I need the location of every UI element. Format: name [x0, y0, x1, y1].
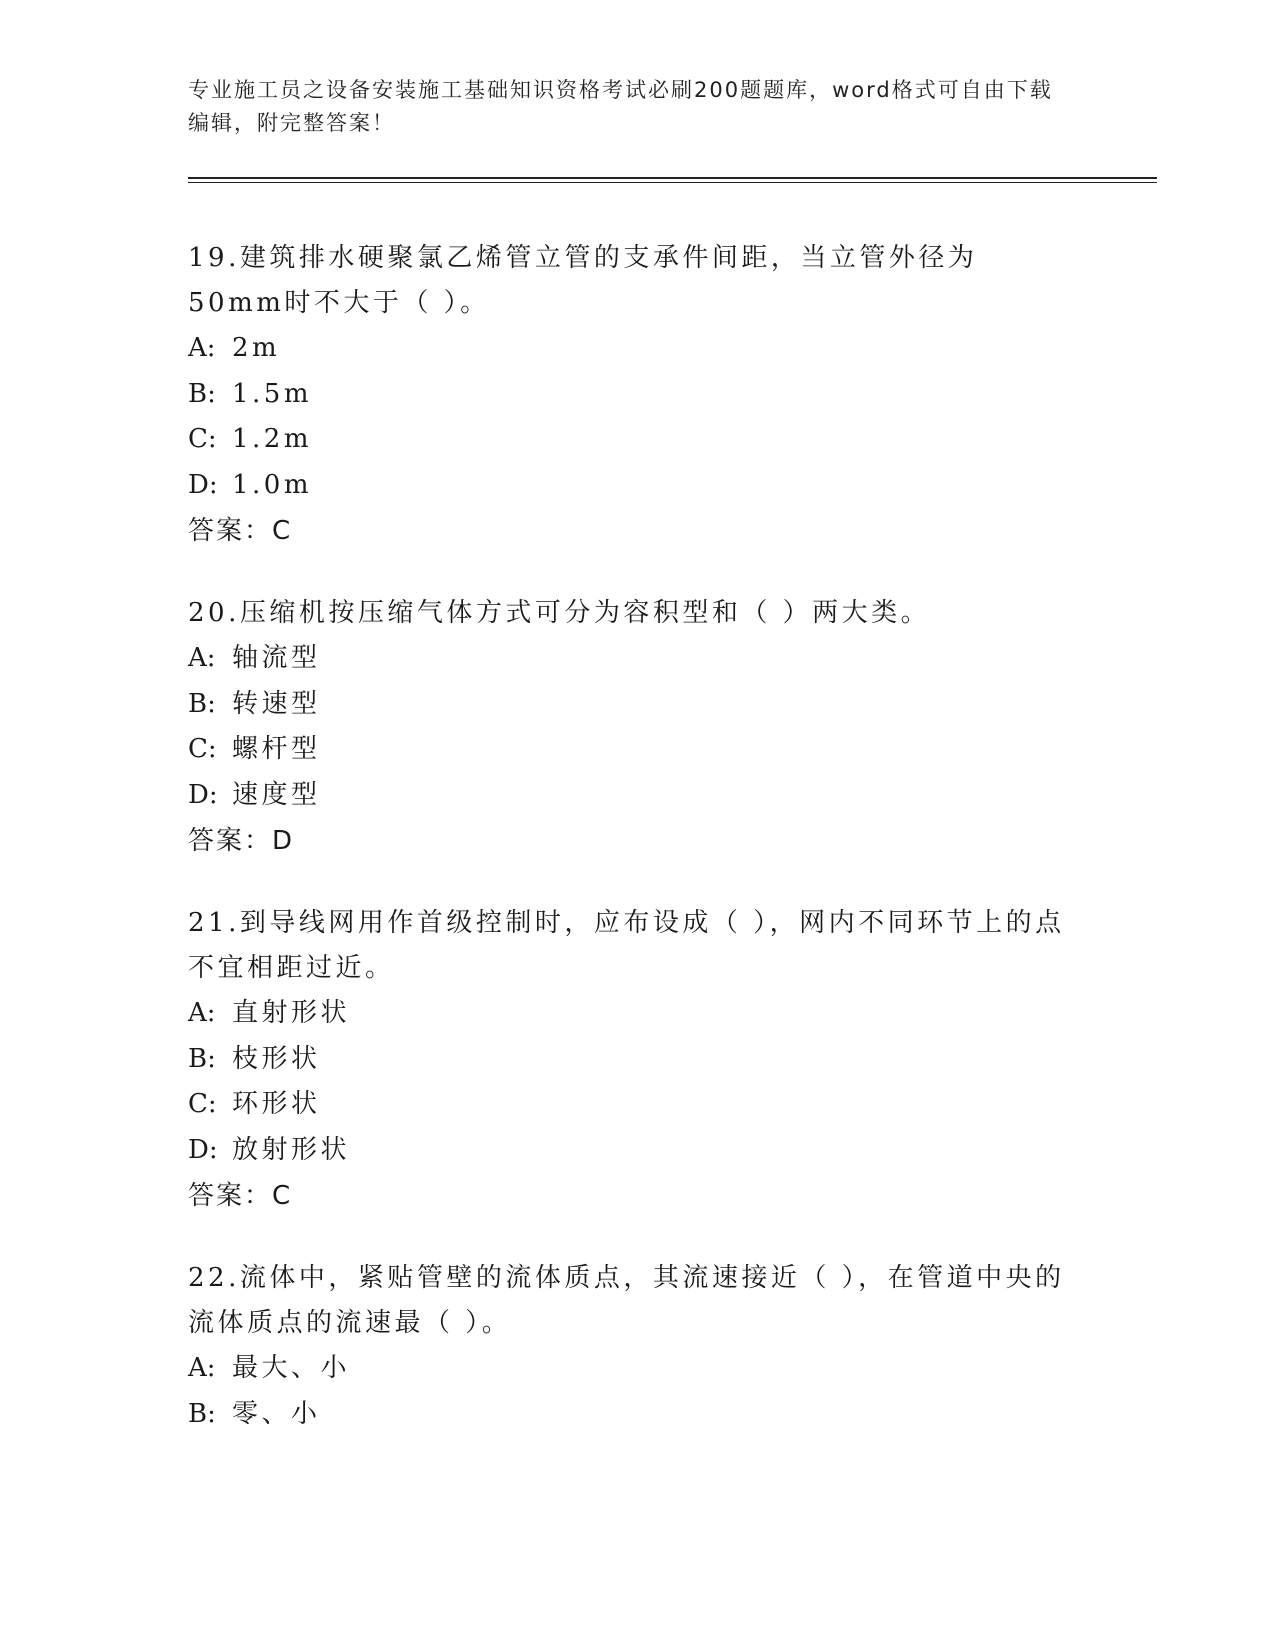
option-letter: B:: [188, 378, 216, 409]
option-text: 1.0m: [232, 469, 313, 500]
option-letter: C:: [188, 734, 217, 764]
option-text: 最大、小: [232, 1353, 351, 1383]
option-text: 直射形状: [232, 998, 351, 1028]
option-text: 螺杆型: [232, 734, 321, 764]
header-rule-thick: [188, 177, 1157, 179]
question-stem: 21.到导线网用作首级控制时，应布设成（ ），网内不同环节上的点不宜相距过近。: [188, 908, 1065, 983]
option-text: 速度型: [232, 779, 321, 810]
option-b: [188, 372, 1068, 418]
option-b: [188, 682, 1068, 728]
option-letter: A:: [188, 1353, 216, 1383]
option-a: [188, 991, 1068, 1037]
option-letter: A:: [188, 333, 216, 363]
option-letter: D:: [188, 779, 218, 810]
option-letter: A:: [188, 643, 216, 673]
question-stem: 20.压缩机按压缩气体方式可分为容积型和（ ）两大类。: [188, 598, 931, 628]
question-21: [188, 901, 1068, 1219]
option-a: [188, 1346, 1068, 1392]
option-text: 零、小: [232, 1398, 321, 1429]
option-text: 转速型: [232, 688, 321, 719]
option-b: [188, 1037, 1068, 1083]
question-22: [188, 1256, 1068, 1437]
option-letter: D:: [188, 469, 218, 500]
option-letter: A:: [188, 998, 216, 1028]
answer-line: 答案：D: [188, 826, 295, 856]
option-a: [188, 326, 1068, 372]
document-header: 专业施工员之设备安装施工基础知识资格考试必刷200题题库，word格式可自由下载编辑，附完整答案！: [188, 78, 1053, 135]
option-letter: B:: [188, 688, 216, 719]
option-a: [188, 636, 1068, 682]
option-letter: C:: [188, 1089, 217, 1119]
option-d: [188, 463, 1068, 509]
option-letter: B:: [188, 1398, 216, 1429]
option-text: 放射形状: [232, 1134, 351, 1165]
option-letter: B:: [188, 1043, 216, 1074]
option-c: [188, 727, 1068, 773]
option-b: [188, 1392, 1068, 1438]
option-d: [188, 1128, 1068, 1174]
option-letter: C:: [188, 424, 217, 454]
option-text: 2m: [232, 333, 281, 363]
option-text: 1.2m: [232, 424, 313, 454]
option-letter: D:: [188, 1134, 218, 1165]
question-stem: 19.建筑排水硬聚氯乙烯管立管的支承件间距，当立管外径为50mm时不大于（ ）。: [188, 243, 978, 318]
option-d: [188, 773, 1068, 819]
header-rule-thin: [188, 182, 1157, 183]
option-text: 轴流型: [232, 643, 321, 673]
option-c: [188, 417, 1068, 463]
question-19: [188, 236, 1068, 554]
answer-line: 答案：C: [188, 1181, 293, 1211]
question-20: [188, 591, 1068, 864]
option-text: 枝形状: [232, 1043, 321, 1074]
option-c: [188, 1082, 1068, 1128]
option-text: 1.5m: [232, 378, 313, 409]
question-list: [188, 236, 1068, 1474]
answer-line: 答案：C: [188, 516, 293, 546]
option-text: 环形状: [232, 1089, 321, 1119]
question-stem: 22.流体中，紧贴管壁的流体质点，其流速接近（ ），在管道中央的流体质点的流速最（ ）。: [188, 1263, 1065, 1338]
